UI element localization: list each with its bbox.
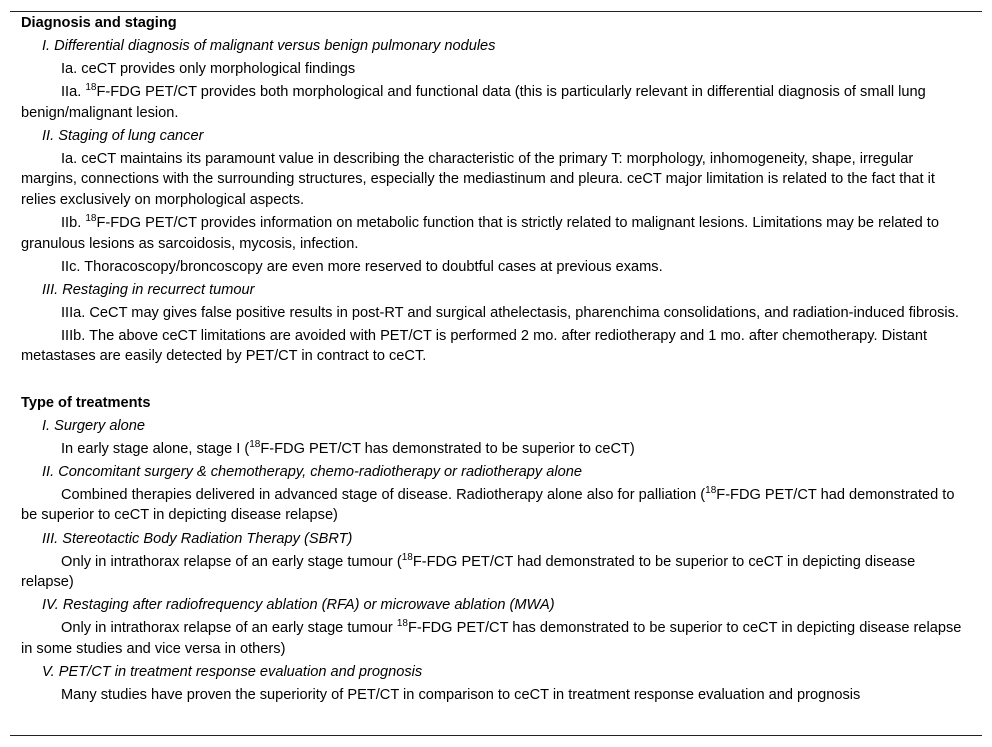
section-heading: Diagnosis and staging — [21, 15, 177, 31]
list-item: Only in intrathorax relapse of an early stage tumour $^{18}$F-FDG PET/CT has demonstrated to be superior to ceCT in depicting disease relapse in some studies and vice versa in others) — [21, 618, 962, 657]
list-item: IIb. $^{18}$F-FDG PET/CT provides information on metabolic function that is strictly related to malignant lesions. Limitations may be related to granulous lesions as sarcoidosis, mycosis, infection. — [21, 213, 939, 252]
list-item: Many studies have proven the superiority of PET/CT in comparison to ceCT in treatment response evaluation and prognosis — [61, 686, 861, 703]
list-item: Ia. ceCT maintains its paramount value in describing the characteristic of the primary T: morphology, inhomogeneity, shape, irregular margins, connections with the surrounding structures, especially the mediastinum and pleura. ceCT major limitation is related to the fact that it relies exclusively on morphological aspects. — [21, 150, 935, 208]
group-title: II. Concomitant surgery & chemotherapy, chemo-radiotherapy or radiotherapy alone — [42, 463, 582, 480]
list-item: Combined therapies delivered in advanced stage of disease. Radiotherapy alone also for palliation ($^{18}$F-FDG PET/CT had demonstrated to be superior to ceCT in depicting disease relapse) — [21, 485, 955, 524]
list-item: Only in intrathorax relapse of an early stage tumour ($^{18}$F-FDG PET/CT had demonstrated to be superior to ceCT in depicting disease relapse) — [21, 551, 916, 591]
group-title: I. Differential diagnosis of malignant versus benign pulmonary nodules — [42, 38, 496, 55]
group-title: I. Surgery alone — [42, 417, 146, 434]
group-title: IV. Restaging after radiofrequency ablation (RFA) or microwave ablation (MWA) — [42, 597, 555, 614]
list-item: IIIb. The above ceCT limitations are avoided with PET/CT is performed 2 mo. after rediotherapy and 1 mo. after chemotherapy. Distant metastases are easily detected by PET/CT in contract to ceCT. — [21, 327, 928, 365]
list-item: Ia. ceCT provides only morphological findings — [61, 61, 356, 78]
table-body — [21, 13, 966, 708]
list-item: In early stage alone, stage I ($^{18}$F-FDG PET/CT has demonstrated to be superior to ceCT) — [61, 438, 635, 457]
list-item: IIc. Thoracoscopy/broncoscopy are even more reserved to doubtful cases at previous exams. — [61, 258, 663, 275]
section-spacer — [21, 370, 966, 393]
group-title: III. Stereotactic Body Radiation Therapy (SBRT) — [42, 530, 353, 547]
list-item: IIIa. CeCT may gives false positive results in post-RT and surgical athelectasis, pharenchima consolidations, and radiation-induced fibrosis. — [61, 304, 959, 321]
section-heading: Type of treatments — [21, 394, 151, 411]
group-title: II. Staging of lung cancer — [42, 127, 204, 144]
group-title: V. PET/CT in treatment response evaluation and prognosis — [42, 663, 423, 680]
list-item: IIa. $^{18}$F-FDG PET/CT provides both morphological and functional data (this is particularly relevant in differential diagnosis of small lung benign/malignant lesion. — [21, 82, 926, 121]
group-title: III. Restaging in recurrect tumour — [42, 281, 255, 298]
